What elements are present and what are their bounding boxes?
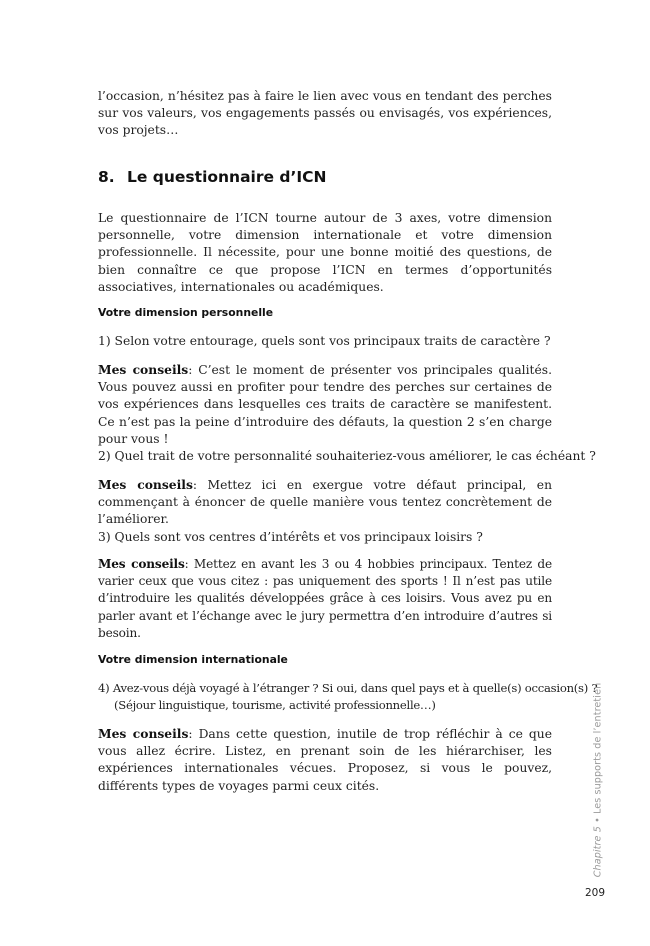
question-2: 2) Quel trait de votre personnalité souhaiteriez-vous améliorer, le cas échéant ?	[98, 449, 596, 463]
advice-2-text: : Mettez ici en exergue votre défaut principal, en commençant à énoncer de quelle manière vous tentez concrètement de l’améliorer.	[98, 478, 552, 527]
question-4	[98, 680, 598, 714]
section-intro-paragraph: Le questionnaire de l’ICN tourne autour de 3 axes, votre dimension personnelle, votre dimension internationale et votre dimension professionnelle. Il nécessite, pour une bonne moitié des questions, de bien connaître ce que propose l’ICN en termes d’opportunités associatives, internationales ou académiques.	[98, 211, 552, 294]
question-3: 3) Quels sont vos centres d’intérêts et vos principaux loisirs ?	[98, 530, 483, 544]
section-heading	[98, 168, 327, 186]
advice-4-text: : Dans cette question, inutile de trop réfléchir à ce que vous allez écrire. Listez, en prenant soin de les hiérarchiser, les expériences internationales vécues. Proposez, si vous le pouvez, différents types de voyages parmi ceux cités.	[98, 727, 552, 793]
advice-3-text: : Mettez en avant les 3 ou 4 hobbies principaux. Tentez de varier ceux que vous citez : pas uniquement des sports ! Il n’est pas utile d’introduire les qualités développées grâce à ces loisirs. Vous avez pu en parler avant et l’échange avec le jury permettra d’en introduire d’autres si besoin.	[98, 557, 553, 640]
chapter-separator: •	[592, 814, 604, 827]
advice-label: Mes conseils	[98, 477, 193, 492]
page-number: 209	[585, 887, 606, 899]
advice-3-paragraph	[98, 556, 552, 642]
section-number: 8.	[98, 168, 115, 186]
question-4-line-2: (Séjour linguistique, tourisme, activité professionnelle…)	[114, 698, 436, 713]
advice-label: Mes conseils	[98, 557, 185, 571]
question-4-line-1: 4) Avez-vous déjà voyagé à l’étranger ? Si oui, dans quel pays et à quelle(s) occasion(s) ?	[98, 681, 598, 695]
advice-label: Mes conseils	[98, 362, 189, 377]
intro-continuation-paragraph: l’occasion, n’hésitez pas à faire le lien avec vous en tendant des perches sur vos valeurs, vos engagements passés ou envisagés, vos expériences, vos projets…	[98, 89, 552, 138]
advice-label: Mes conseils	[98, 726, 189, 741]
subsection-heading-personal: Votre dimension personnelle	[98, 306, 274, 319]
chapter-title: Les supports de l’entretien	[592, 682, 604, 815]
advice-2-paragraph	[98, 476, 552, 529]
subsection-heading-international: Votre dimension internationale	[98, 653, 288, 666]
advice-1-paragraph	[98, 361, 552, 448]
chapter-side-tab	[593, 683, 604, 878]
advice-1-text: : C’est le moment de présenter vos principales qualités. Vous pouvez aussi en profiter pour tendre des perches sur certaines de vos expériences dans lesquelles ces traits de caractère se manifestent. Ce n’est pas la peine d’introduire des défauts, la question 2 s’en charge pour vous !	[98, 363, 552, 446]
chapter-label: Chapitre 5	[592, 826, 604, 878]
advice-4-paragraph	[98, 725, 552, 795]
section-title: Le questionnaire d’ICN	[127, 168, 327, 186]
question-1: 1) Selon votre entourage, quels sont vos principaux traits de caractère ?	[98, 334, 551, 348]
